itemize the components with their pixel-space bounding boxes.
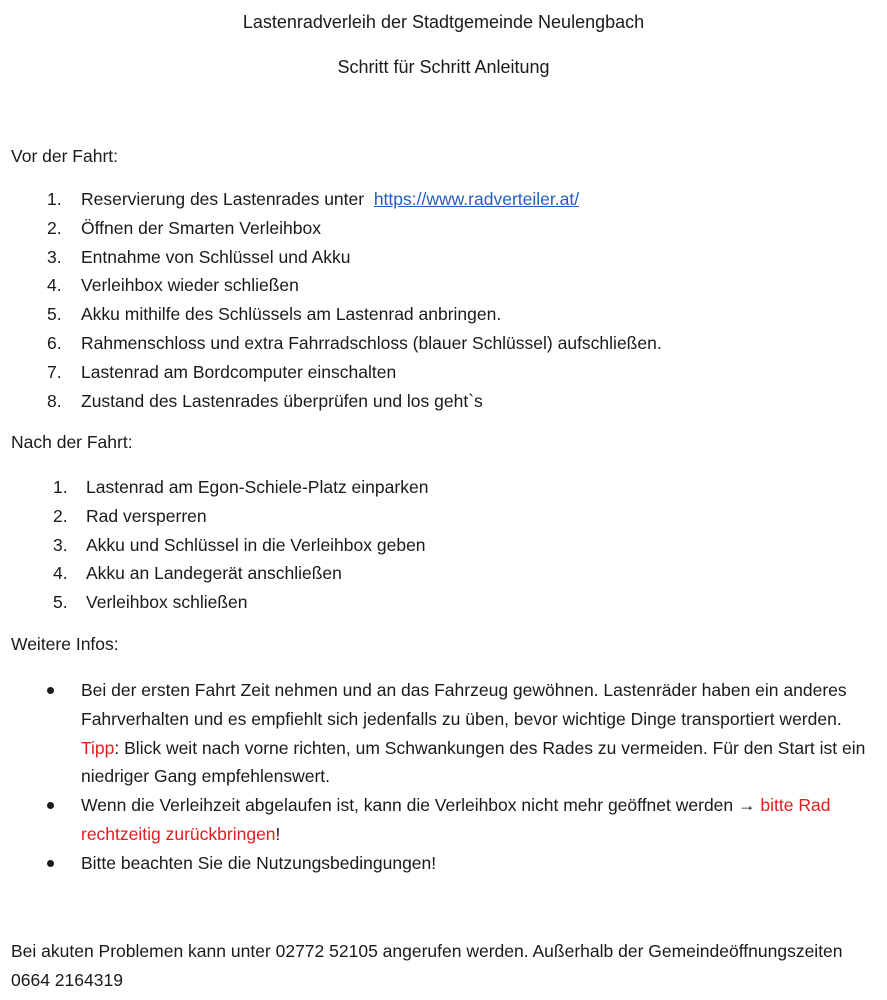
step-text: Verleihbox schließen [86,592,248,613]
list-item [47,271,662,300]
step-number: 7. [47,361,62,382]
step-text: Reservierung des Lastenrades unter [81,189,365,209]
list-item [47,676,879,791]
list-item [47,243,662,272]
step-number: 8. [47,390,62,411]
list-item [47,358,662,387]
step-number: 3. [53,534,68,555]
step-text: Verleihbox wieder schließen [81,275,299,296]
step-text: Akku an Landegerät anschließen [86,563,342,584]
arrow-right-icon: → [738,795,756,816]
section-heading-more-info: Weitere Infos: [11,634,119,654]
step-number: 2. [47,217,62,238]
step-text: Lastenrad am Bordcomputer einschalten [81,361,397,382]
document-title: Lastenradverleih der Stadtgemeinde Neulengbach [242,12,645,32]
info-text: Bitte beachten Sie die Nutzungsbedingungen! [81,852,437,873]
step-text: Rad versperren [86,505,207,526]
list-item [47,300,662,329]
step-text: Entnahme von Schlüssel und Akku [81,246,351,267]
after-ride-steps [53,473,428,617]
step-text: Lastenrad am Egon-Schiele-Platz einparken [86,477,429,497]
list-item [47,329,662,358]
list-item [53,473,428,502]
contact-footer: Bei akuten Problemen kann unter 02772 52105 angerufen werden. Außerhalb der Gemeindeöffnungszeiten 0664 2164319 [11,941,843,990]
step-number: 1. [53,477,68,497]
step-number: 5. [47,304,62,325]
reservation-link[interactable]: https://www.radverteiler.at/ [373,189,580,209]
info-text: Bei der ersten Fahrt Zeit nehmen und an das Fahrzeug gewöhnen. Lastenräder haben ein anderes Fahrverhalten und es empfiehlt sich jedenfalls zu üben, bevor wichtige Dinge transportiert werden. [81,680,847,729]
bullet-icon [47,687,54,694]
section-heading-after-ride: Nach der Fahrt: [11,432,133,452]
step-number: 4. [47,275,62,296]
step-text: Zustand des Lastenrades überprüfen und los geht`s [81,390,483,411]
tip-label: Tipp [81,737,115,758]
list-item [53,502,428,531]
list-item [47,849,879,878]
step-number: 1. [47,189,62,209]
list-item [47,214,662,243]
step-text: Öffnen der Smarten Verleihbox [81,217,321,238]
before-ride-steps [47,185,662,415]
step-number: 2. [53,505,68,526]
more-info-list [47,676,879,878]
document-subtitle: Schritt für Schritt Anleitung [337,57,550,77]
info-text: Wenn die Verleihzeit abgelaufen ist, kann die Verleihbox nicht mehr geöffnet werden [81,795,739,816]
section-heading-before-ride: Vor der Fahrt: [11,146,118,166]
list-item [47,387,662,416]
list-item [53,531,428,560]
info-text: ! [275,823,281,844]
list-item [47,185,662,214]
step-number: 6. [47,332,62,353]
bullet-icon [47,860,54,867]
return-warning: bitte Rad rechtzeitig zurückbringen [81,795,831,844]
step-number: 4. [53,563,68,584]
list-item [47,791,879,849]
step-text: Akku und Schlüssel in die Verleihbox geben [86,534,426,555]
step-number: 3. [47,246,62,267]
step-number: 5. [53,592,68,613]
list-item [53,588,428,617]
info-text: : Blick weit nach vorne richten, um Schwankungen des Rades zu vermeiden. Für den Start ist ein niedriger Gang empfehlenswert. [81,737,866,787]
step-text: Rahmenschloss und extra Fahrradschloss (blauer Schlüssel) aufschließen. [81,332,662,353]
list-item [53,559,428,588]
step-text: Akku mithilfe des Schlüssels am Lastenrad anbringen. [81,304,502,325]
